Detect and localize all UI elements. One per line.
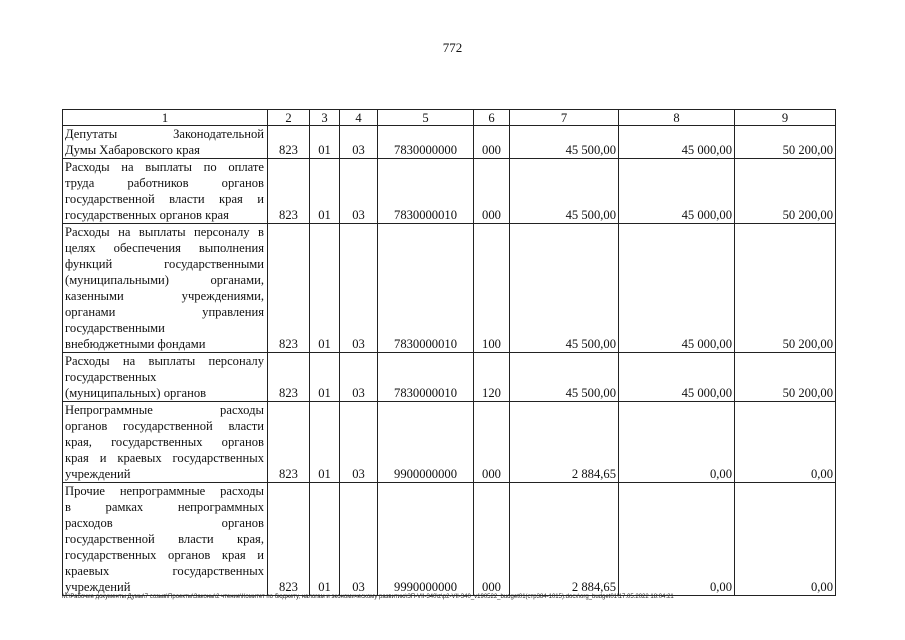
- gov-code-cell: 823: [268, 159, 310, 224]
- expense-name-line: государственных органов края и: [65, 548, 264, 562]
- amount-col7-cell: 45 500,00: [510, 126, 619, 159]
- expense-name-line: Прочие непрограммные расходы: [65, 484, 264, 498]
- amount-col7-cell: 2 884,65: [510, 402, 619, 483]
- amount-col9-cell: 0,00: [735, 402, 836, 483]
- expense-name-line: края, государственных органов: [65, 435, 264, 449]
- expense-name-line: в рамках непрограммных: [65, 500, 264, 514]
- amount-col8-cell: 0,00: [619, 402, 735, 483]
- expense-name-line: Думы Хабаровского края: [65, 143, 200, 157]
- target-article-cell: 7830000010: [378, 224, 474, 353]
- amount-col8-cell: 0,00: [619, 483, 735, 596]
- section-cell: 01: [310, 159, 340, 224]
- header-cell: 2: [268, 110, 310, 126]
- amount-col7-cell: 45 500,00: [510, 159, 619, 224]
- expense-type-cell: 000: [474, 402, 510, 483]
- table-row: [63, 224, 836, 353]
- section-cell: 01: [310, 483, 340, 596]
- expense-name-cell: [63, 402, 268, 483]
- header-cell: 3: [310, 110, 340, 126]
- amount-col9-cell: 50 200,00: [735, 159, 836, 224]
- file-path-footer: M:\Рабочие документы Думы\7 созыв\Проекты\Законы\2 чтение\Комитет по бюджету, налогам и экономическому развитию\ЗП-VII-340\z\p2-VII-340_v190522_budget01(стр384-1015).docx\org_budget01\17.05.2022 18:04:21: [62, 594, 674, 600]
- table-row: [63, 159, 836, 224]
- expense-name-cell: [63, 159, 268, 224]
- expense-name-line: краевых государственных: [65, 564, 264, 578]
- header-cell: 5: [378, 110, 474, 126]
- expense-name-line: целях обеспечения выполнения: [65, 241, 264, 255]
- expense-type-cell: 120: [474, 353, 510, 402]
- expense-name-line: края и краевых государственных: [65, 451, 264, 465]
- expense-name-line: (муниципальных) органов: [65, 386, 207, 400]
- expense-name-line: Расходы на выплаты персоналу: [65, 354, 264, 368]
- expense-name-cell: [63, 224, 268, 353]
- amount-col7-cell: 45 500,00: [510, 224, 619, 353]
- gov-code-cell: 823: [268, 126, 310, 159]
- expense-type-cell: 000: [474, 159, 510, 224]
- table-row: [63, 402, 836, 483]
- subsection-cell: 03: [340, 126, 378, 159]
- expense-name-line: государственными: [65, 321, 165, 335]
- budget-table: [62, 109, 836, 596]
- expense-name-line: казенными учреждениями,: [65, 289, 264, 303]
- expense-name-line: учреждений: [65, 580, 131, 594]
- expense-name-line: органов государственной власти: [65, 419, 264, 433]
- target-article-cell: 7830000000: [378, 126, 474, 159]
- page-number: 772: [442, 40, 463, 55]
- expense-name-cell: [63, 126, 268, 159]
- expense-name-line: внебюджетными фондами: [65, 337, 206, 351]
- subsection-cell: 03: [340, 224, 378, 353]
- gov-code-cell: 823: [268, 402, 310, 483]
- table-row: [63, 126, 836, 159]
- section-cell: 01: [310, 402, 340, 483]
- header-cell: 6: [474, 110, 510, 126]
- amount-col7-cell: 45 500,00: [510, 353, 619, 402]
- expense-name-line: государственной власти края и: [65, 192, 264, 206]
- expense-name-line: расходов органов: [65, 516, 264, 530]
- expense-name-cell: [63, 483, 268, 596]
- subsection-cell: 03: [340, 402, 378, 483]
- table-row: [63, 483, 836, 596]
- expense-name-line: Расходы на выплаты персоналу в: [65, 225, 264, 239]
- target-article-cell: 9900000000: [378, 402, 474, 483]
- expense-name-line: (муниципальными) органами,: [65, 273, 264, 287]
- expense-name-line: государственных: [65, 370, 157, 384]
- amount-col8-cell: 45 000,00: [619, 159, 735, 224]
- expense-name-line: Расходы на выплаты по оплате: [65, 160, 264, 174]
- expense-name-cell: [63, 353, 268, 402]
- amount-col8-cell: 45 000,00: [619, 126, 735, 159]
- subsection-cell: 03: [340, 353, 378, 402]
- amount-col9-cell: 50 200,00: [735, 353, 836, 402]
- gov-code-cell: 823: [268, 353, 310, 402]
- header-cell: 1: [63, 110, 268, 126]
- header-cell: 9: [735, 110, 836, 126]
- section-cell: 01: [310, 353, 340, 402]
- header-cell: 8: [619, 110, 735, 126]
- subsection-cell: 03: [340, 159, 378, 224]
- target-article-cell: 7830000010: [378, 353, 474, 402]
- expense-name-line: труда работников органов: [65, 176, 264, 190]
- amount-col8-cell: 45 000,00: [619, 224, 735, 353]
- amount-col9-cell: 0,00: [735, 483, 836, 596]
- expense-name-line: органами управления: [65, 305, 264, 319]
- expense-type-cell: 100: [474, 224, 510, 353]
- gov-code-cell: 823: [268, 224, 310, 353]
- expense-name-line: Непрограммные расходы: [65, 403, 264, 417]
- target-article-cell: 9990000000: [378, 483, 474, 596]
- expense-type-cell: 000: [474, 483, 510, 596]
- table-row: [63, 353, 836, 402]
- header-row: [63, 110, 836, 126]
- section-cell: 01: [310, 126, 340, 159]
- expense-name-line: государственной власти края,: [65, 532, 264, 546]
- header-cell: 4: [340, 110, 378, 126]
- amount-col8-cell: 45 000,00: [619, 353, 735, 402]
- expense-name-line: Депутаты Законодательной: [65, 127, 264, 141]
- expense-type-cell: 000: [474, 126, 510, 159]
- expense-name-line: функций государственными: [65, 257, 264, 271]
- expense-name-line: учреждений: [65, 467, 131, 481]
- amount-col9-cell: 50 200,00: [735, 126, 836, 159]
- target-article-cell: 7830000010: [378, 159, 474, 224]
- gov-code-cell: 823: [268, 483, 310, 596]
- expense-name-line: государственных органов края: [65, 208, 229, 222]
- subsection-cell: 03: [340, 483, 378, 596]
- section-cell: 01: [310, 224, 340, 353]
- amount-col7-cell: 2 884,65: [510, 483, 619, 596]
- header-cell: 7: [510, 110, 619, 126]
- amount-col9-cell: 50 200,00: [735, 224, 836, 353]
